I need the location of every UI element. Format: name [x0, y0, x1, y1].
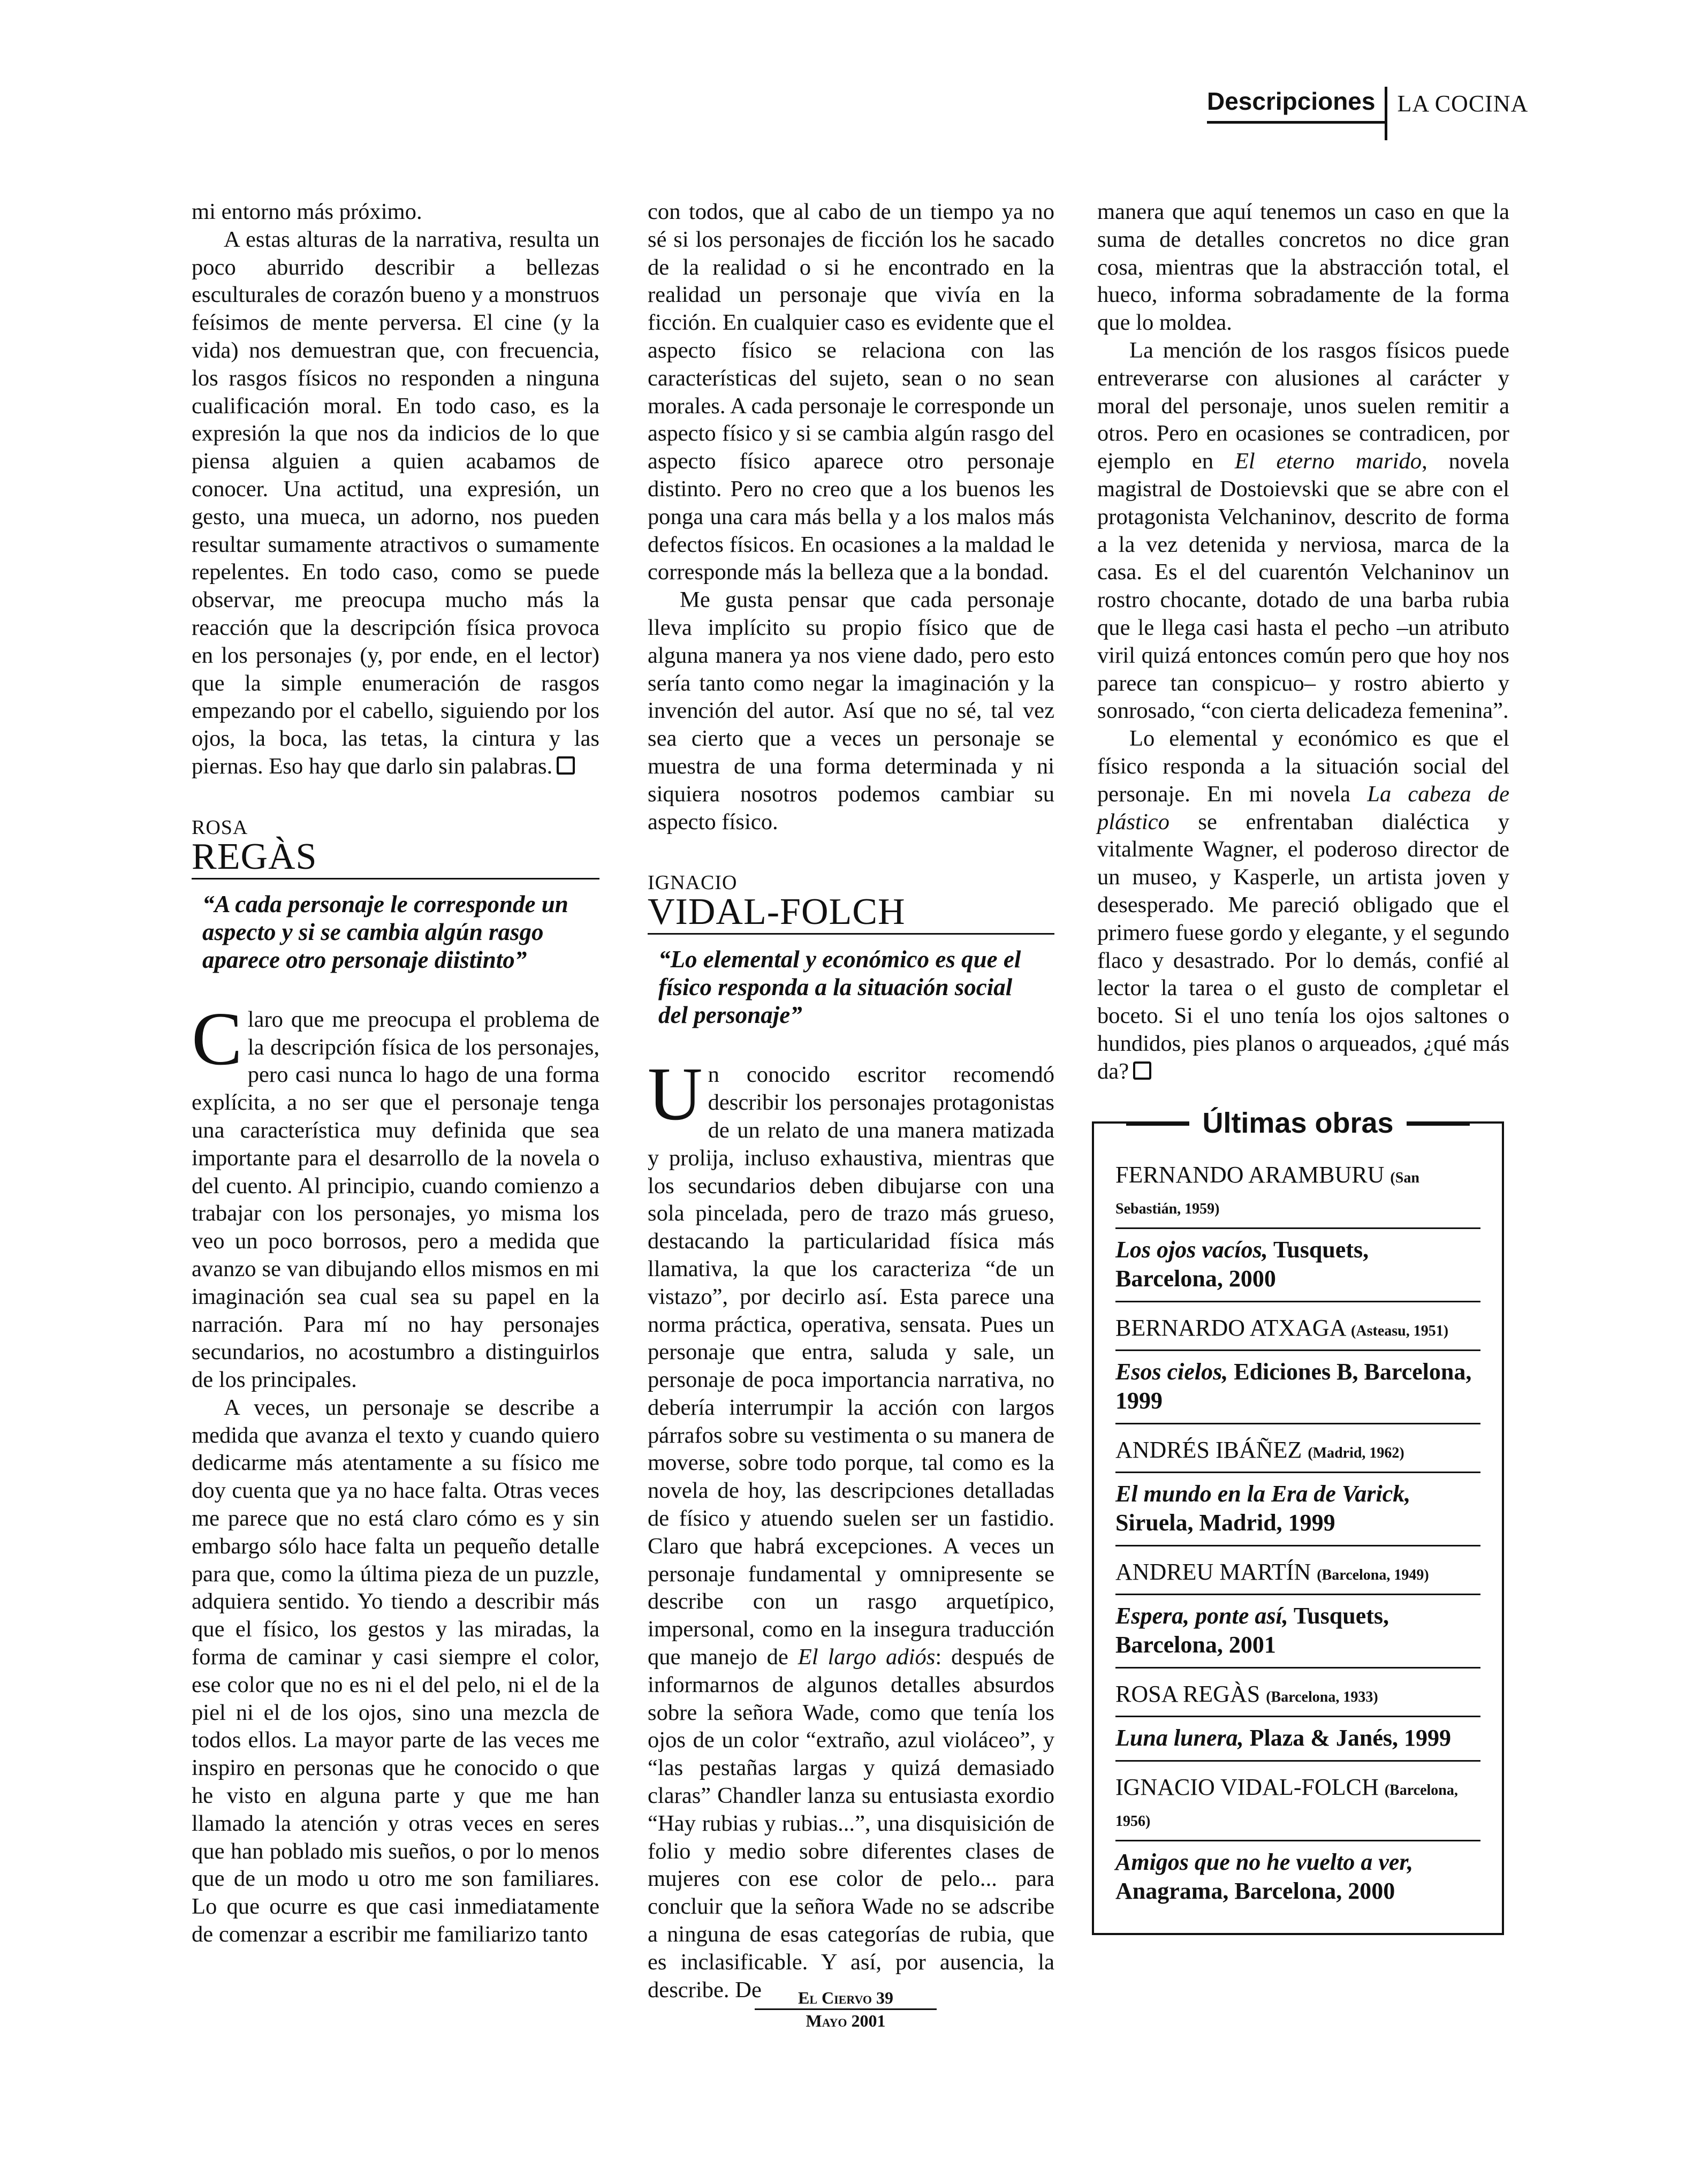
work-title: Amigos que no he vuelto a ver,	[1115, 1849, 1414, 1875]
latest-works-box	[1092, 1107, 1504, 1935]
work-author-origin: (Asteasu, 1951)	[1351, 1323, 1449, 1339]
work-author: ANDRÉS IBÁÑEZ (Madrid, 1962)	[1115, 1437, 1404, 1463]
work-publisher: Tusquets, Barcelona, 2001	[1115, 1603, 1389, 1658]
pull-quote: “Lo elemental y económico es que el físico responda a la situación social del personaje”	[658, 946, 1021, 1029]
work-publisher: Siruela, Madrid, 1999	[1115, 1510, 1335, 1536]
work-entry	[1115, 1680, 1480, 1762]
paragraph: Claro que me preocupa el problema de la descripción física de los personajes, pero casi nunca lo hago de una forma explícita, a no ser que el personaje tenga una característica muy definida que sea importante para el desarrollo de la novela o del cuento. Al principio, cuando comienzo a trabajar con los personajes, yo misma los veo un poco borrosos, pero a medida que avanzo se van dibujando ellos mismos en mi imaginación sea cual sea su papel en la narración. Para mí no hay personajes secundarios, no acostumbro a distinguirlos de los principales.	[192, 996, 599, 1393]
work-entry	[1115, 1314, 1480, 1424]
section-title: Descripciones	[1207, 87, 1385, 124]
author-heading	[648, 872, 1054, 935]
column-2	[648, 198, 1054, 2004]
work-details	[1115, 1716, 1480, 1753]
work-entry	[1115, 1558, 1480, 1669]
end-mark-icon	[557, 756, 575, 775]
author-last-name: VIDAL-FOLCH	[648, 891, 906, 933]
drop-cap: U	[648, 1051, 703, 1136]
paragraph: A veces, un personaje se describe a medida que avanza el texto y cuando quiero dedicarme más atentamente a su físico me doy cuenta que ya no hace falta. Otras veces me parece que no está claro cómo es y sin embargo sólo hace falta un pequeño detalle para que, como la última pieza de un puzzle, adquiera sentido. Yo tiendo a describir más que el físico, los gestos y las miradas, la forma de caminar y casi siempre el color, ese color que no es ni el del pelo, ni el de la piel ni el de los ojos, sino una mezcla de todos ellos. La mayor parte de las veces me inspiro en personas que he conocido o que he visto en alguna parte y que me han llamado la atención y otras veces en seres que han poblado mis sueños, o por lo menos que de un modo u otro me son familiares. Lo que ocurre es que casi inmediatamente de comenzar a escribir me familiarizo tanto	[192, 1394, 599, 1947]
work-author: ROSA REGÀS (Barcelona, 1933)	[1115, 1681, 1378, 1707]
book-title: La cabeza de plástico	[1097, 781, 1510, 835]
paragraph: Un conocido escritor recomendó describir los personajes protagonistas de un relato de una manera matizada y prolija, incluso exhaustiva, mientras que los secundarios deben dibujarse con una sola pincelada, pero de trazo más grueso, destacando la particularidad física más llamativa, la que los caracteriza “de un vistazo”, por decirlo así. Esta parece una norma práctica, operativa, sensata. Pues un personaje que entra, saluda y sale, un personaje de poca importancia narrativa, no debería interrumpir la acción con largos párrafos sobre su vestimenta o su manera de moverse, sobre todo porque, tal como es la novela de hoy, las descripciones detalladas de físico y atuendo suelen ser un fastidio. Claro que habrá excepciones. A veces un personaje fundamental y omnipresente se describe con un rasgo arquetípico, impersonal, como en la insegura traducción que manejo de El largo adiós: después de informarnos de algunos detalles absurdos sobre la señora Wade, como que tenía los ojos de un color “extraño, azul violáceo”, y “las pestañas largas y quizá demasiado claras” Chandler lanza su entusiasta exordio “Hay rubias y rubias...”, una disquisición de folio y medio sobre diferentes clases de mujeres con ese color de pelo... para concluir que la señora Wade no se adscribe a ninguna de esas categorías de rubia, que es inclasificable. Y así, por ausencia, la describe. De	[648, 1051, 1055, 2003]
work-title: Esos cielos,	[1115, 1359, 1228, 1385]
column-3	[1097, 198, 1509, 1086]
work-details	[1115, 1840, 1480, 1906]
book-title: El eterno marido	[1234, 449, 1422, 474]
footer-magazine-page: El Ciervo 39	[798, 1988, 894, 2007]
drop-cap: C	[192, 996, 242, 1081]
author-first-name: IGNACIO	[648, 871, 738, 894]
work-entry	[1115, 1436, 1480, 1546]
work-details	[1115, 1227, 1480, 1293]
paragraph: manera que aquí tenemos un caso en que la suma de detalles concretos no dice gran cosa, mientras que la abstracción total, el hueco, informa sobradamente de la forma que lo moldea.	[1097, 199, 1509, 336]
work-title: Los ojos vacíos,	[1115, 1237, 1268, 1263]
work-author: ANDREU MARTÍN (Barcelona, 1949)	[1115, 1559, 1429, 1585]
work-details	[1115, 1594, 1480, 1659]
paragraph: Lo elemental y económico es que el físico responda a la situación social del personaje. En mi novela La cabeza de plástico se enfrentaban dialéctica y vitalmente Wagner, el poderoso director de un museo, y Kasperle, un artista joven y desesperado. Me pareció obligado que el primero fuese gordo y elegante, y el segundo flaco y desastrado. Por lo demás, confié al lector la tarea o el gusto de completar el boceto. Si el uno tenía los ojos saltones o hundidos, pies planos o arqueados, ¿qué más da?	[1097, 726, 1510, 1084]
work-author-origin: (Barcelona, 1933)	[1266, 1689, 1378, 1705]
work-author: FERNANDO ARAMBURU (San Sebastián, 1959)	[1115, 1162, 1419, 1217]
paragraph: A estas alturas de la narrativa, resulta un poco aburrido describir a bellezas esculturales de corazón bueno y a monstruos feísimos de mente perversa. El cine (y la vida) nos demuestran que, con frecuencia, los rasgos físicos no responden a ninguna cualificación moral. En todo caso, es la expresión la que nos da indicios de lo que piensa alguien a quien acabamos de conocer. Una actitud, una expresión, un gesto, una mueca, un adorno, nos pueden resultar sumamente atractivos o sumamente repelentes. En todo caso, como se puede observar, me preocupa mucho más la reacción que la descripción física provoca en los personajes (y, por ende, en el lector) que la simple enumeración de rasgos empezando por el cabello, siguiendo por los ojos, la boca, las tetas, la cintura y las piernas. Eso hay que darlo sin palabras.	[192, 226, 599, 779]
work-publisher: Anagrama, Barcelona, 2000	[1115, 1878, 1395, 1904]
author-heading	[192, 817, 599, 879]
work-details	[1115, 1472, 1480, 1537]
author-last-name: REGÀS	[192, 836, 317, 877]
paragraph: La mención de los rasgos físicos puede entreverarse con alusiones al carácter y moral del personaje, unos suelen remitir a otros. Pero en ocasiones se contradicen, por ejemplo en El eterno marido, novela magistral de Dostoievski que se abre con el protagonista Velchaninov, descrito de forma a la vez detenida y nerviosa, marca de la casa. Es el del cuarentón Velchaninov un rostro chocante, dotado de una barba rubia que le llega casi hasta el pecho –un atributo viril quizá entonces común pero que hoy nos parece tan conspicuo– y rostro abierto y sonrosado, “con cierta delicadeza femenina”.	[1097, 337, 1509, 724]
paragraph: Me gusta pensar que cada personaje lleva implícito su propio físico que de alguna manera ya nos viene dado, pero esto sería tanto como negar la imaginación y la invención del autor. Así que no sé, tal vez sea cierto que a veces un personaje se muestra de una forma determinada y ni siquiera nosotros podemos cambiar su aspecto físico.	[648, 587, 1054, 835]
paragraph: con todos, que al cabo de un tiempo ya no sé si los personajes de ficción los he sacado de la realidad o si he encontrado en la realidad un personaje que vivía en la ficción. En cualquier caso es evidente que el aspecto físico se relaciona con las características del sujeto, sean o no sean morales. A cada personaje le corresponde un aspecto físico y si se cambia algún rasgo del aspecto físico aparece otro personaje distinto. Pero no creo que a los buenos les ponga una cara más bella y a los malos más defectos físicos. En ocasiones a la maldad le corresponde más la belleza que a la bondad.	[648, 199, 1054, 585]
work-publisher: Ediciones B, Barcelona, 1999	[1115, 1359, 1472, 1414]
work-publisher: Tusquets, Barcelona, 2000	[1115, 1237, 1369, 1292]
pull-quote: “A cada personaje le corresponde un aspecto y si se cambia algún rasgo aparece otro personaje diistinto”	[202, 890, 568, 973]
work-author: BERNARDO ATXAGA (Asteasu, 1951)	[1115, 1315, 1449, 1341]
work-author-origin: (Barcelona, 1956)	[1115, 1782, 1458, 1830]
page-header	[1207, 87, 1528, 140]
work-author-origin: (San Sebastián, 1959)	[1115, 1170, 1419, 1217]
author-first-name: ROSA	[192, 816, 248, 839]
work-title: Luna lunera,	[1115, 1725, 1244, 1751]
work-author-origin: (Madrid, 1962)	[1308, 1445, 1404, 1461]
work-author: IGNACIO VIDAL-FOLCH (Barcelona, 1956)	[1115, 1774, 1458, 1830]
paragraph: mi entorno más próximo.	[192, 199, 422, 224]
work-details	[1115, 1349, 1480, 1415]
work-author-origin: (Barcelona, 1949)	[1317, 1567, 1429, 1583]
work-publisher: Plaza & Janés, 1999	[1243, 1725, 1452, 1751]
magazine-section: LA COCINA	[1397, 90, 1529, 117]
work-title: El mundo en la Era de Varick,	[1115, 1481, 1411, 1507]
latest-works-title: Últimas obras	[1094, 1106, 1502, 1140]
page-footer	[749, 1987, 942, 2031]
work-title: Espera, ponte así,	[1115, 1603, 1288, 1629]
column-1	[192, 198, 599, 1948]
book-title: El largo adiós	[798, 1644, 936, 1670]
work-entry	[1115, 1161, 1480, 1302]
work-entry	[1115, 1773, 1480, 1913]
end-mark-icon	[1133, 1061, 1151, 1080]
latest-works-list	[1115, 1161, 1480, 1913]
footer-date: Mayo 2001	[806, 2011, 886, 2030]
